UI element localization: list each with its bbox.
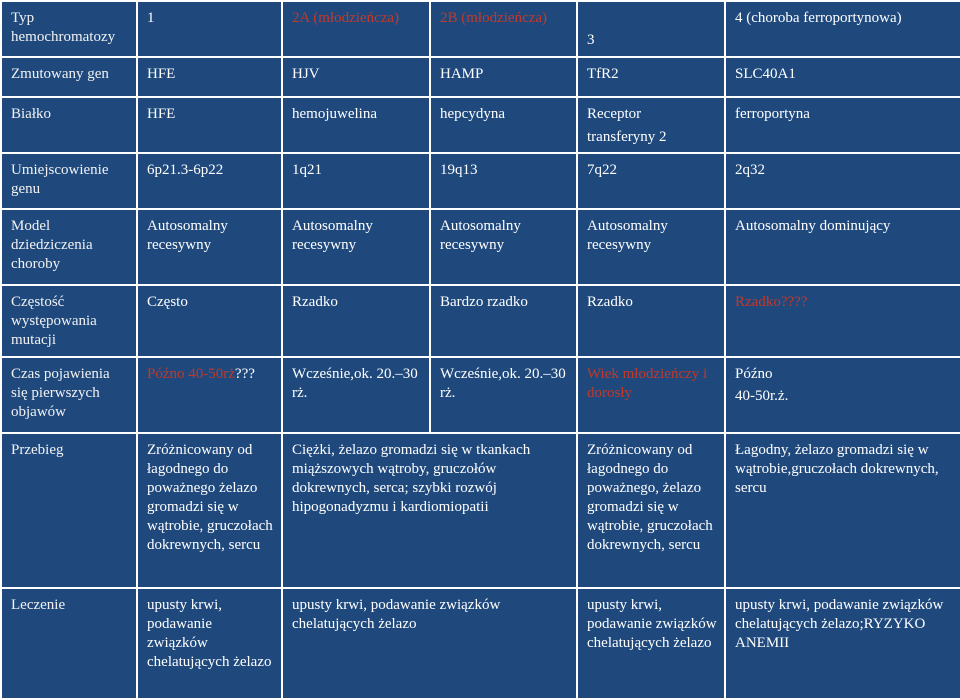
locus-cell: 6p21.3-6p22 xyxy=(137,153,282,209)
gene-cell: HAMP xyxy=(430,57,577,97)
row-frequency xyxy=(1,285,960,357)
inheritance-cell: Autosomalny recesywny xyxy=(282,209,430,285)
treatment-cell: upusty krwi, podawanie związków chelatujących żelazo xyxy=(577,588,725,699)
protein-cell: HFE xyxy=(137,97,282,153)
row-course xyxy=(1,433,960,588)
frequency-cell: Rzadko???? xyxy=(725,285,960,357)
treatment-cell: upusty krwi, podawanie związków chelatujących żelazo xyxy=(137,588,282,699)
onset-cell xyxy=(725,357,960,433)
frequency-cell: Często xyxy=(137,285,282,357)
locus-cell: 2q32 xyxy=(725,153,960,209)
row-label-gene: Zmutowany gen xyxy=(1,57,137,97)
protein-cell xyxy=(577,97,725,153)
onset-cell: Wcześnie,ok. 20.–30 rż. xyxy=(282,357,430,433)
header-row xyxy=(1,1,960,57)
course-cell: Zróżnicowany od łagodnego do poważnego żelazo gromadzi się w wątrobie, gruczołach dokrewnych, sercu xyxy=(137,433,282,588)
frequency-cell: Bardzo rzadko xyxy=(430,285,577,357)
gene-cell: HFE xyxy=(137,57,282,97)
protein-cell: ferroportyna xyxy=(725,97,960,153)
row-label-frequency: Częstość występowania mutacji xyxy=(1,285,137,357)
type-2a: 2A (młodzieńcza) xyxy=(282,1,430,57)
row-treatment xyxy=(1,588,960,699)
locus-cell: 1q21 xyxy=(282,153,430,209)
treatment-cell-merged: upusty krwi, podawanie związków chelatujących żelazo xyxy=(282,588,577,699)
course-cell: Łagodny, żelazo gromadzi się w wątrobie,gruczołach dokrewnych, sercu xyxy=(725,433,960,588)
protein-line-1: Receptor xyxy=(587,106,642,122)
type-4: 4 (choroba ferroportynowa) xyxy=(725,1,960,57)
onset-age: 40-50r.ż. xyxy=(735,388,789,404)
row-protein xyxy=(1,97,960,153)
inheritance-cell: Autosomalny dominujący xyxy=(725,209,960,285)
gene-cell: SLC40A1 xyxy=(725,57,960,97)
onset-cell: Wiek młodzieńczy i dorosły xyxy=(577,357,725,433)
row-label-locus: Umiejscowienie genu xyxy=(1,153,137,209)
inheritance-cell: Autosomalny recesywny xyxy=(137,209,282,285)
protein-cell: hepcydyna xyxy=(430,97,577,153)
onset-question: ??? xyxy=(234,366,255,382)
protein-line-2: transferyny 2 xyxy=(587,129,667,145)
type-2b: 2B (młodzieńcza) xyxy=(430,1,577,57)
onset-late-highlight: Późno 40-50rż xyxy=(147,366,235,382)
row-locus xyxy=(1,153,960,209)
course-cell-merged: Ciężki, żelazo gromadzi się w tkankach miąższowych wątroby, gruczołów dokrewnych, serca; szybki rozwój hipogonadyzmu i kardiomiopatii xyxy=(282,433,577,588)
type-1: 1 xyxy=(137,1,282,57)
locus-cell: 19q13 xyxy=(430,153,577,209)
gene-cell: TfR2 xyxy=(577,57,725,97)
type-3 xyxy=(577,1,725,57)
frequency-cell: Rzadko xyxy=(282,285,430,357)
row-inheritance xyxy=(1,209,960,285)
protein-cell: hemojuwelina xyxy=(282,97,430,153)
row-label-course: Przebieg xyxy=(1,433,137,588)
row-label-typ: Typ hemochromatozy xyxy=(1,1,137,57)
row-label-onset: Czas pojawienia się pierwszych objawów xyxy=(1,357,137,433)
inheritance-cell: Autosomalny recesywny xyxy=(577,209,725,285)
type-3-label: 3 xyxy=(587,32,595,48)
row-label-protein: Białko xyxy=(1,97,137,153)
treatment-cell: upusty krwi, podawanie związków chelatujących żelazo;RYZYKO ANEMII xyxy=(725,588,960,699)
row-label-inheritance: Model dziedziczenia choroby xyxy=(1,209,137,285)
onset-cell: Wcześnie,ok. 20.–30 rż. xyxy=(430,357,577,433)
course-cell: Zróżnicowany od łagodnego do poważnego, żelazo gromadzi się w wątrobie, gruczołach dokrewnych, sercu xyxy=(577,433,725,588)
gene-cell: HJV xyxy=(282,57,430,97)
onset-late: Późno xyxy=(735,366,773,382)
row-gene xyxy=(1,57,960,97)
row-label-treatment: Leczenie xyxy=(1,588,137,699)
locus-cell: 7q22 xyxy=(577,153,725,209)
row-onset xyxy=(1,357,960,433)
inheritance-cell: Autosomalny recesywny xyxy=(430,209,577,285)
frequency-cell: Rzadko xyxy=(577,285,725,357)
onset-cell xyxy=(137,357,282,433)
